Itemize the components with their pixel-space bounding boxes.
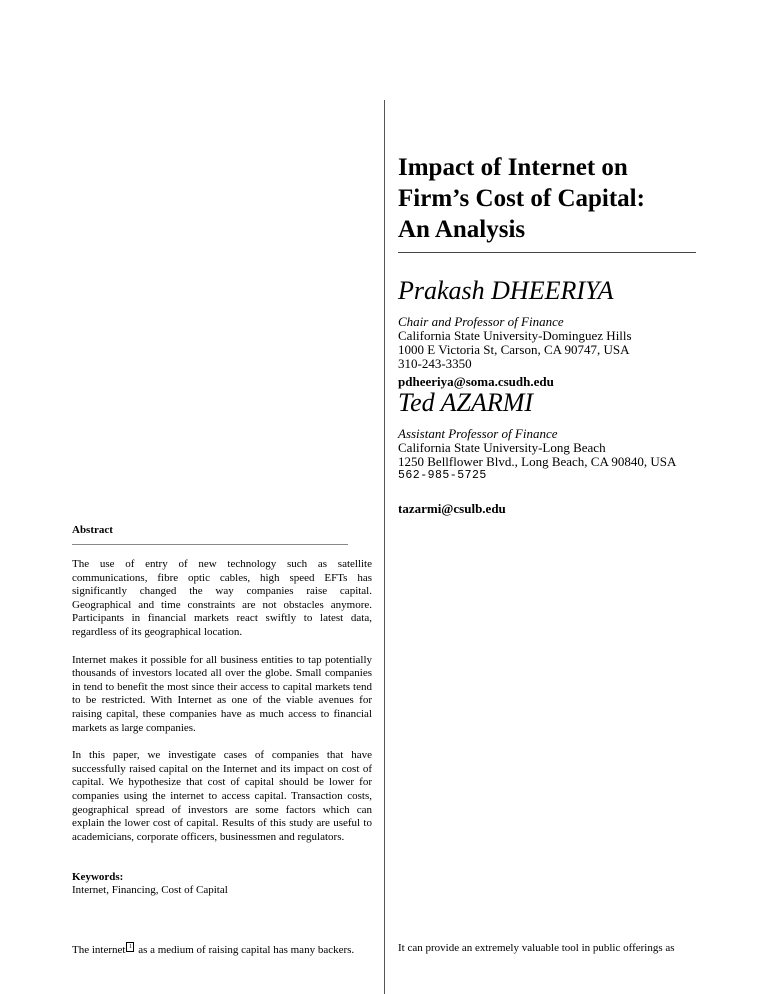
paper-title — [398, 152, 728, 245]
author-role: Assistant Professor of Finance — [398, 426, 558, 441]
body-text-right: It can provide an extremely valuable tool in public offerings as — [398, 942, 675, 954]
title-divider — [398, 252, 696, 253]
author-affiliation: California State University-Dominguez Hills — [398, 328, 632, 343]
author-role: Chair and Professor of Finance — [398, 314, 564, 329]
abstract-heading: Abstract — [72, 524, 113, 536]
body-text-left — [72, 942, 354, 957]
keywords-text: Internet, Financing, Cost of Capital — [72, 884, 228, 897]
abstract-paragraph: The use of entry of new technology such as satellite communications, fibre optic cables, high speed EFTs has significantly changed the way companies raise capital. Geographical and time constraints are not obstacles anymore. Participants in financial markets react swiftly to latest data, regardless of its geographical location. — [72, 558, 372, 638]
title-line: An Analysis — [398, 216, 526, 243]
author-name: Prakash DHEERIYA — [398, 276, 614, 305]
body-text: as a medium of raising capital has many backers. — [135, 944, 355, 956]
body-text: The internet — [72, 944, 126, 956]
title-line: Impact of Internet on — [398, 154, 628, 181]
author-block — [398, 276, 738, 389]
author-address: 1000 E Victoria St, Carson, CA 90747, USA — [398, 342, 630, 357]
author-address: 1250 Bellflower Blvd., Long Beach, CA 90840, USA — [398, 454, 677, 469]
author-phone: 310-243-3350 — [398, 356, 472, 371]
abstract-divider — [72, 544, 348, 545]
abstract-paragraph: Internet makes it possible for all business entities to tap potentially thousands of investors located all over the globe. Small companies in tend to benefit the most since their access to capital markets tend to be restricted. With Internet as one of the viable avenues for raising capital, these companies have as much access to financial markets as large companies. — [72, 653, 372, 734]
keywords-heading: Keywords: — [72, 871, 124, 884]
abstract-paragraph: In this paper, we investigate cases of companies that have successfully raised capital on the Internet and its impact on cost of capital. We hypothesize that cost of capital should be lower for companies using the internet to access capital. Transaction costs, geographical spread of investors are some factors which can explain the lower cost of capital. Results of this study are useful to academicians, corporate officers, businessmen and regulators. — [72, 749, 372, 843]
author-name: Ted AZARMI — [398, 388, 534, 417]
column-divider — [384, 100, 385, 994]
author-email[interactable]: tazarmi@csulb.edu — [398, 501, 506, 516]
author-email[interactable]: pdheeriya@soma.csudh.edu — [398, 374, 554, 389]
author-phone: 562-985-5725 — [398, 469, 487, 482]
author-affiliation: California State University-Long Beach — [398, 440, 606, 455]
author-block — [398, 388, 738, 516]
title-line: Firm’s Cost of Capital: — [398, 185, 645, 212]
footnote-marker[interactable]: 1 — [126, 942, 134, 952]
abstract-section — [72, 558, 372, 897]
